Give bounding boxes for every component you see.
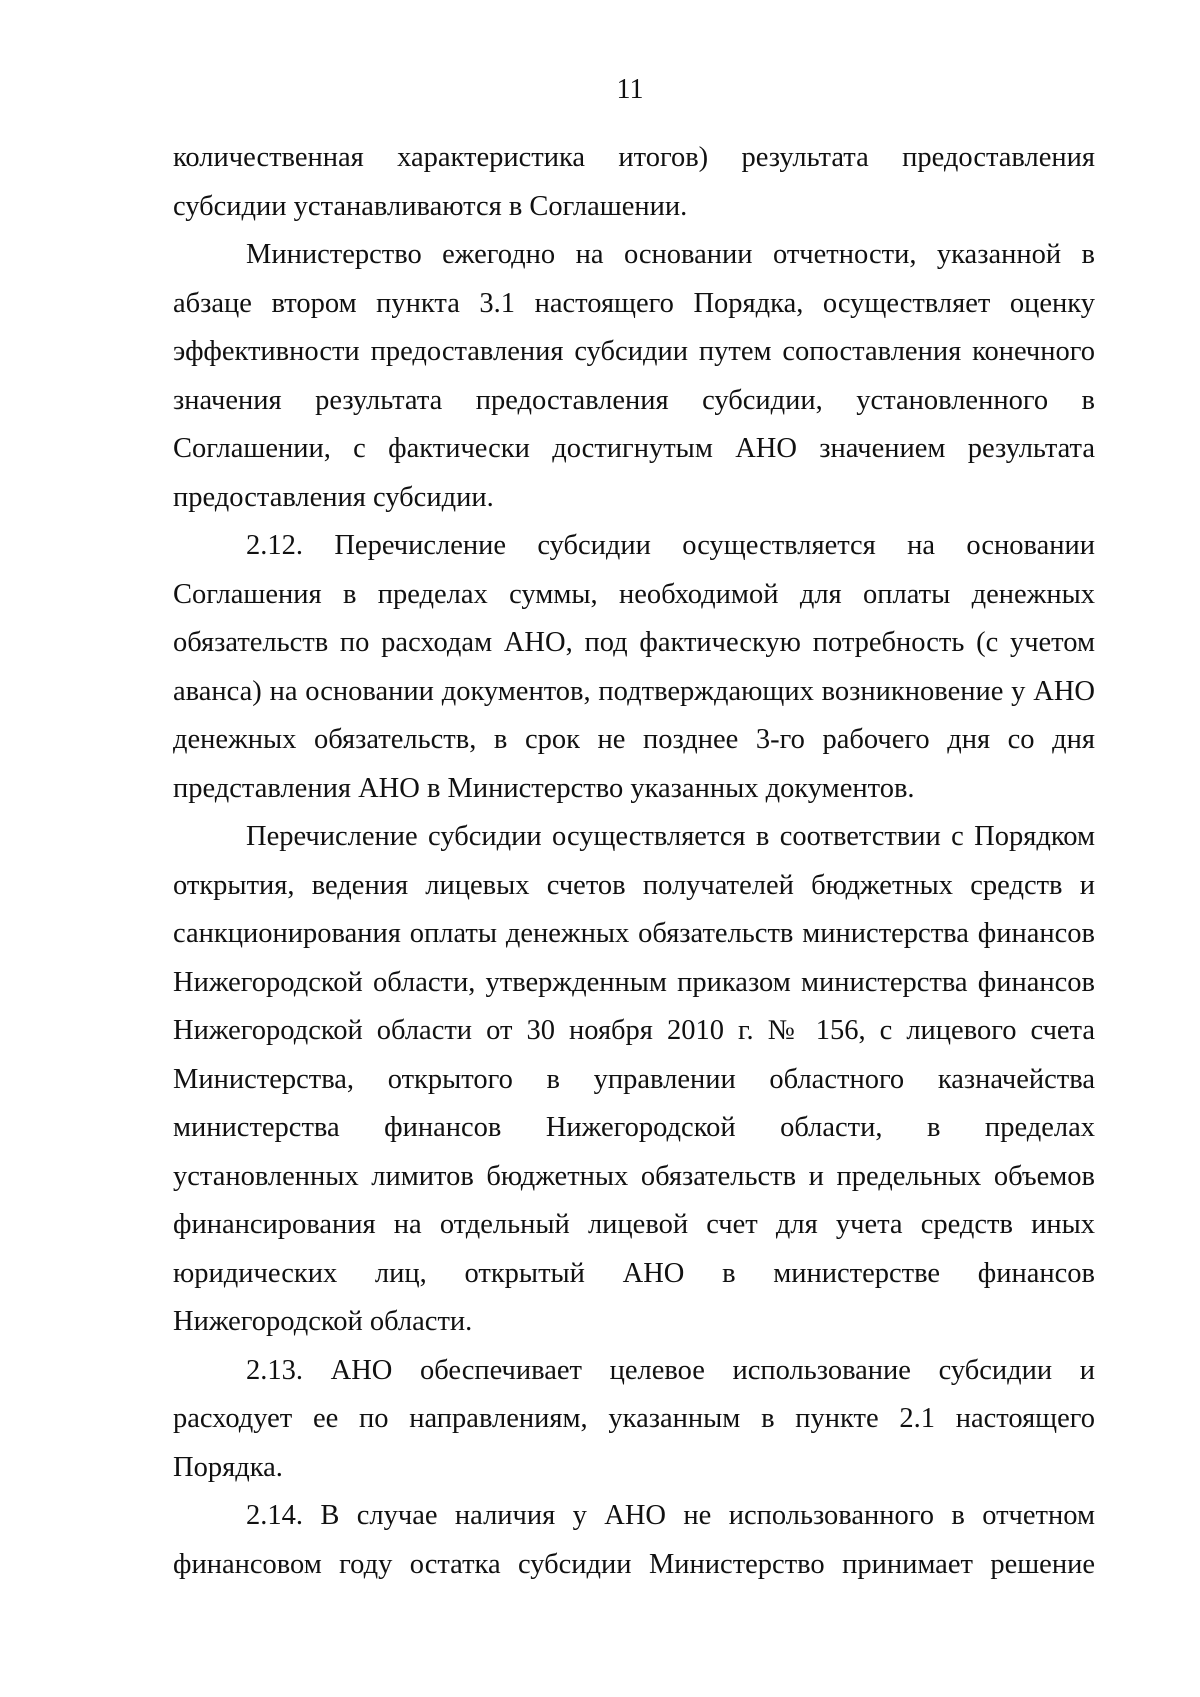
paragraph-transfer-procedure: Перечисление субсидии осуществляется в соответствии с Порядком открытия, ведения лицевых счетов получателей бюджетных средств и санкционирования оплаты денежных обязательств министерства финансов Нижегородской области, утвержденным приказом министерства финансов Нижегородской области от 30 ноября 2010 г. № 156, с лицевого счета Министерства, открытого в управлении областного казначейства министерства финансов Нижегородской области, в пределах установленных лимитов бюджетных обязательств и предельных объемов финансирования на отдельный лицевой счет для учета средств иных юридических лиц, открытый АНО в министерстве финансов Нижегородской области. (173, 821, 1095, 1337)
paragraph-continuation: количественная характеристика итогов) результата предоставления субсидии устанавливаются в Соглашении. (173, 142, 1095, 222)
page-number: 11 (616, 74, 644, 105)
paragraph-2-14: 2.14. В случае наличия у АНО не использованного в отчетном финансовом году остатка субсидии Министерство принимает решение (173, 1500, 1095, 1580)
paragraph-2-13: 2.13. АНО обеспечивает целевое использование субсидии и расходует ее по направлениям, указанным в пункте 2.1 настоящего Порядка. (173, 1354, 1095, 1483)
paragraph-evaluation: Министерство ежегодно на основании отчетности, указанной в абзаце втором пункта 3.1 настоящего Порядка, осуществляет оценку эффективности предоставления субсидии путем сопоставления конечного значения результата предоставления субсидии, установленного в Соглашении, с фактически достигнутым АНО значением результата предоставления субсидии. (173, 239, 1095, 513)
paragraph-2-12: 2.12. Перечисление субсидии осуществляется на основании Соглашения в пределах суммы, необходимой для оплаты денежных обязательств по расходам АНО, под фактическую потребность (с учетом аванса) на основании документов, подтверждающих возникновение у АНО денежных обязательств, в срок не позднее 3-го рабочего дня со дня представления АНО в Министерство указанных документов. (173, 530, 1095, 804)
document-body (173, 134, 1095, 1589)
